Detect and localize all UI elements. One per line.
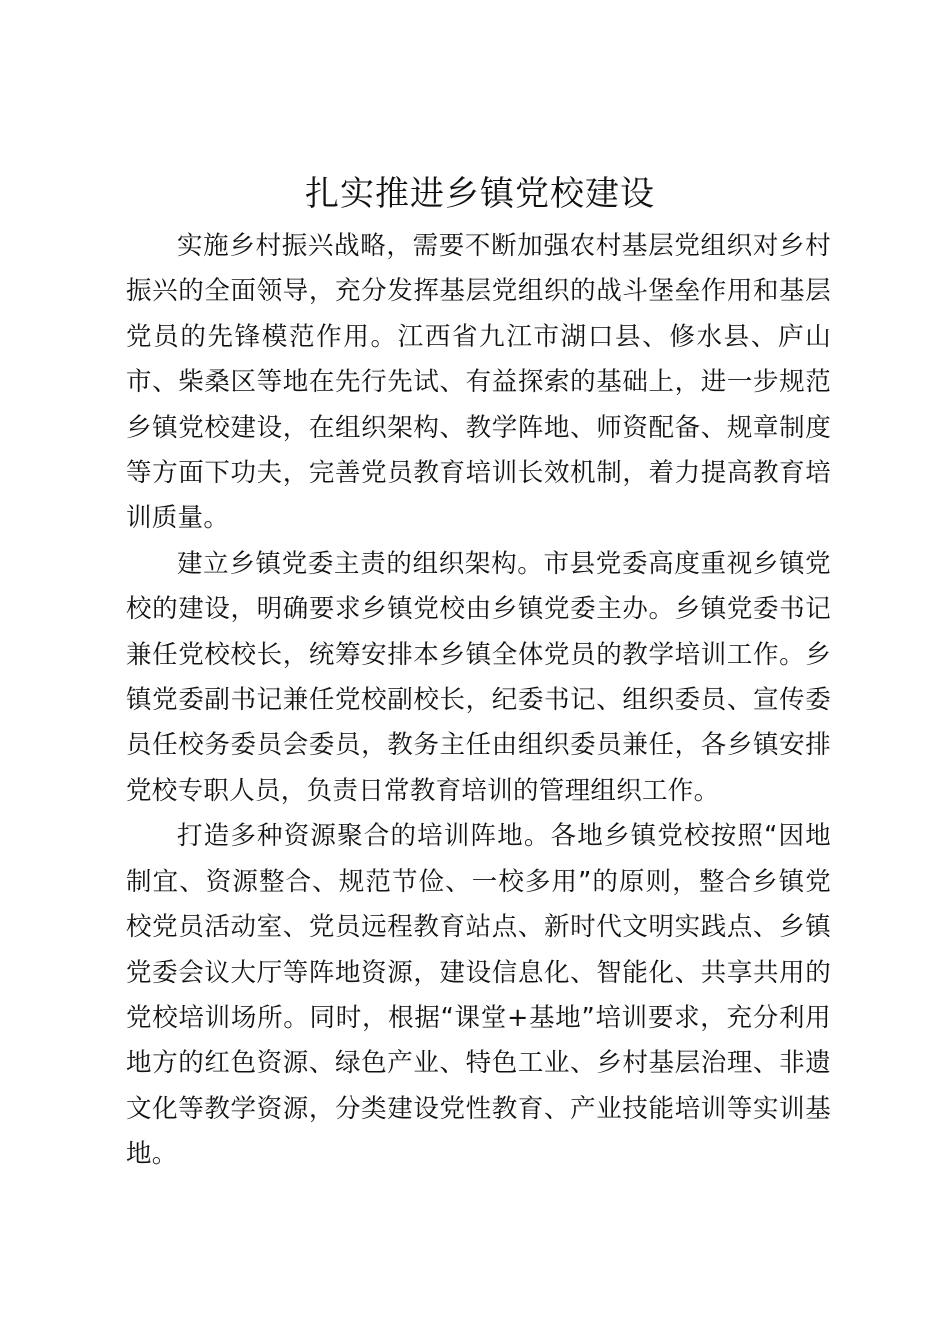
paragraph-3: 打造多种资源聚合的培训阵地。各地乡镇党校按照“因地制宜、资源整合、规范节俭、一校多用”的原则，整合乡镇党校党员活动室、党员远程教育站点、新时代文明实践点、乡镇党委会议大厅等阵地资源，建设信息化、智能化、共享共用的党校培训场所。同时，根据“课堂+基地”培训要求，充分利用地方的红色资源、绿色产业、特色工业、乡村基层治理、非遗文化等教学资源，分类建设党性教育、产业技能培训等实训基地。 [126, 821, 831, 1170]
paragraph-2: 建立乡镇党委主责的组织架构。市县党委高度重视乡镇党校的建设，明确要求乡镇党校由乡镇党委主办。乡镇党委书记兼任党校校长，统筹安排本乡镇全体党员的教学培训工作。乡镇党委副书记兼任党校副校长，纪委书记、组织委员、宣传委员任校务委员会委员，教务主任由组织委员兼任，各乡镇安排党校专职人员，负责日常教育培训的管理组织工作。 [126, 548, 831, 806]
document-body [126, 224, 831, 1178]
document-title: 扎实推进乡镇党校建设 [305, 174, 655, 214]
paragraph-1: 实施乡村振兴战略，需要不断加强农村基层党组织对乡村振兴的全面领导，充分发挥基层党组织的战斗堡垒作用和基层党员的先锋模范作用。江西省九江市湖口县、修水县、庐山市、柴桑区等地在先行先试、有益探索的基础上，进一步规范乡镇党校建设，在组织架构、教学阵地、师资配备、规章制度等方面下功夫，完善党员教育培训长效机制，着力提高教育培训质量。 [126, 231, 831, 534]
